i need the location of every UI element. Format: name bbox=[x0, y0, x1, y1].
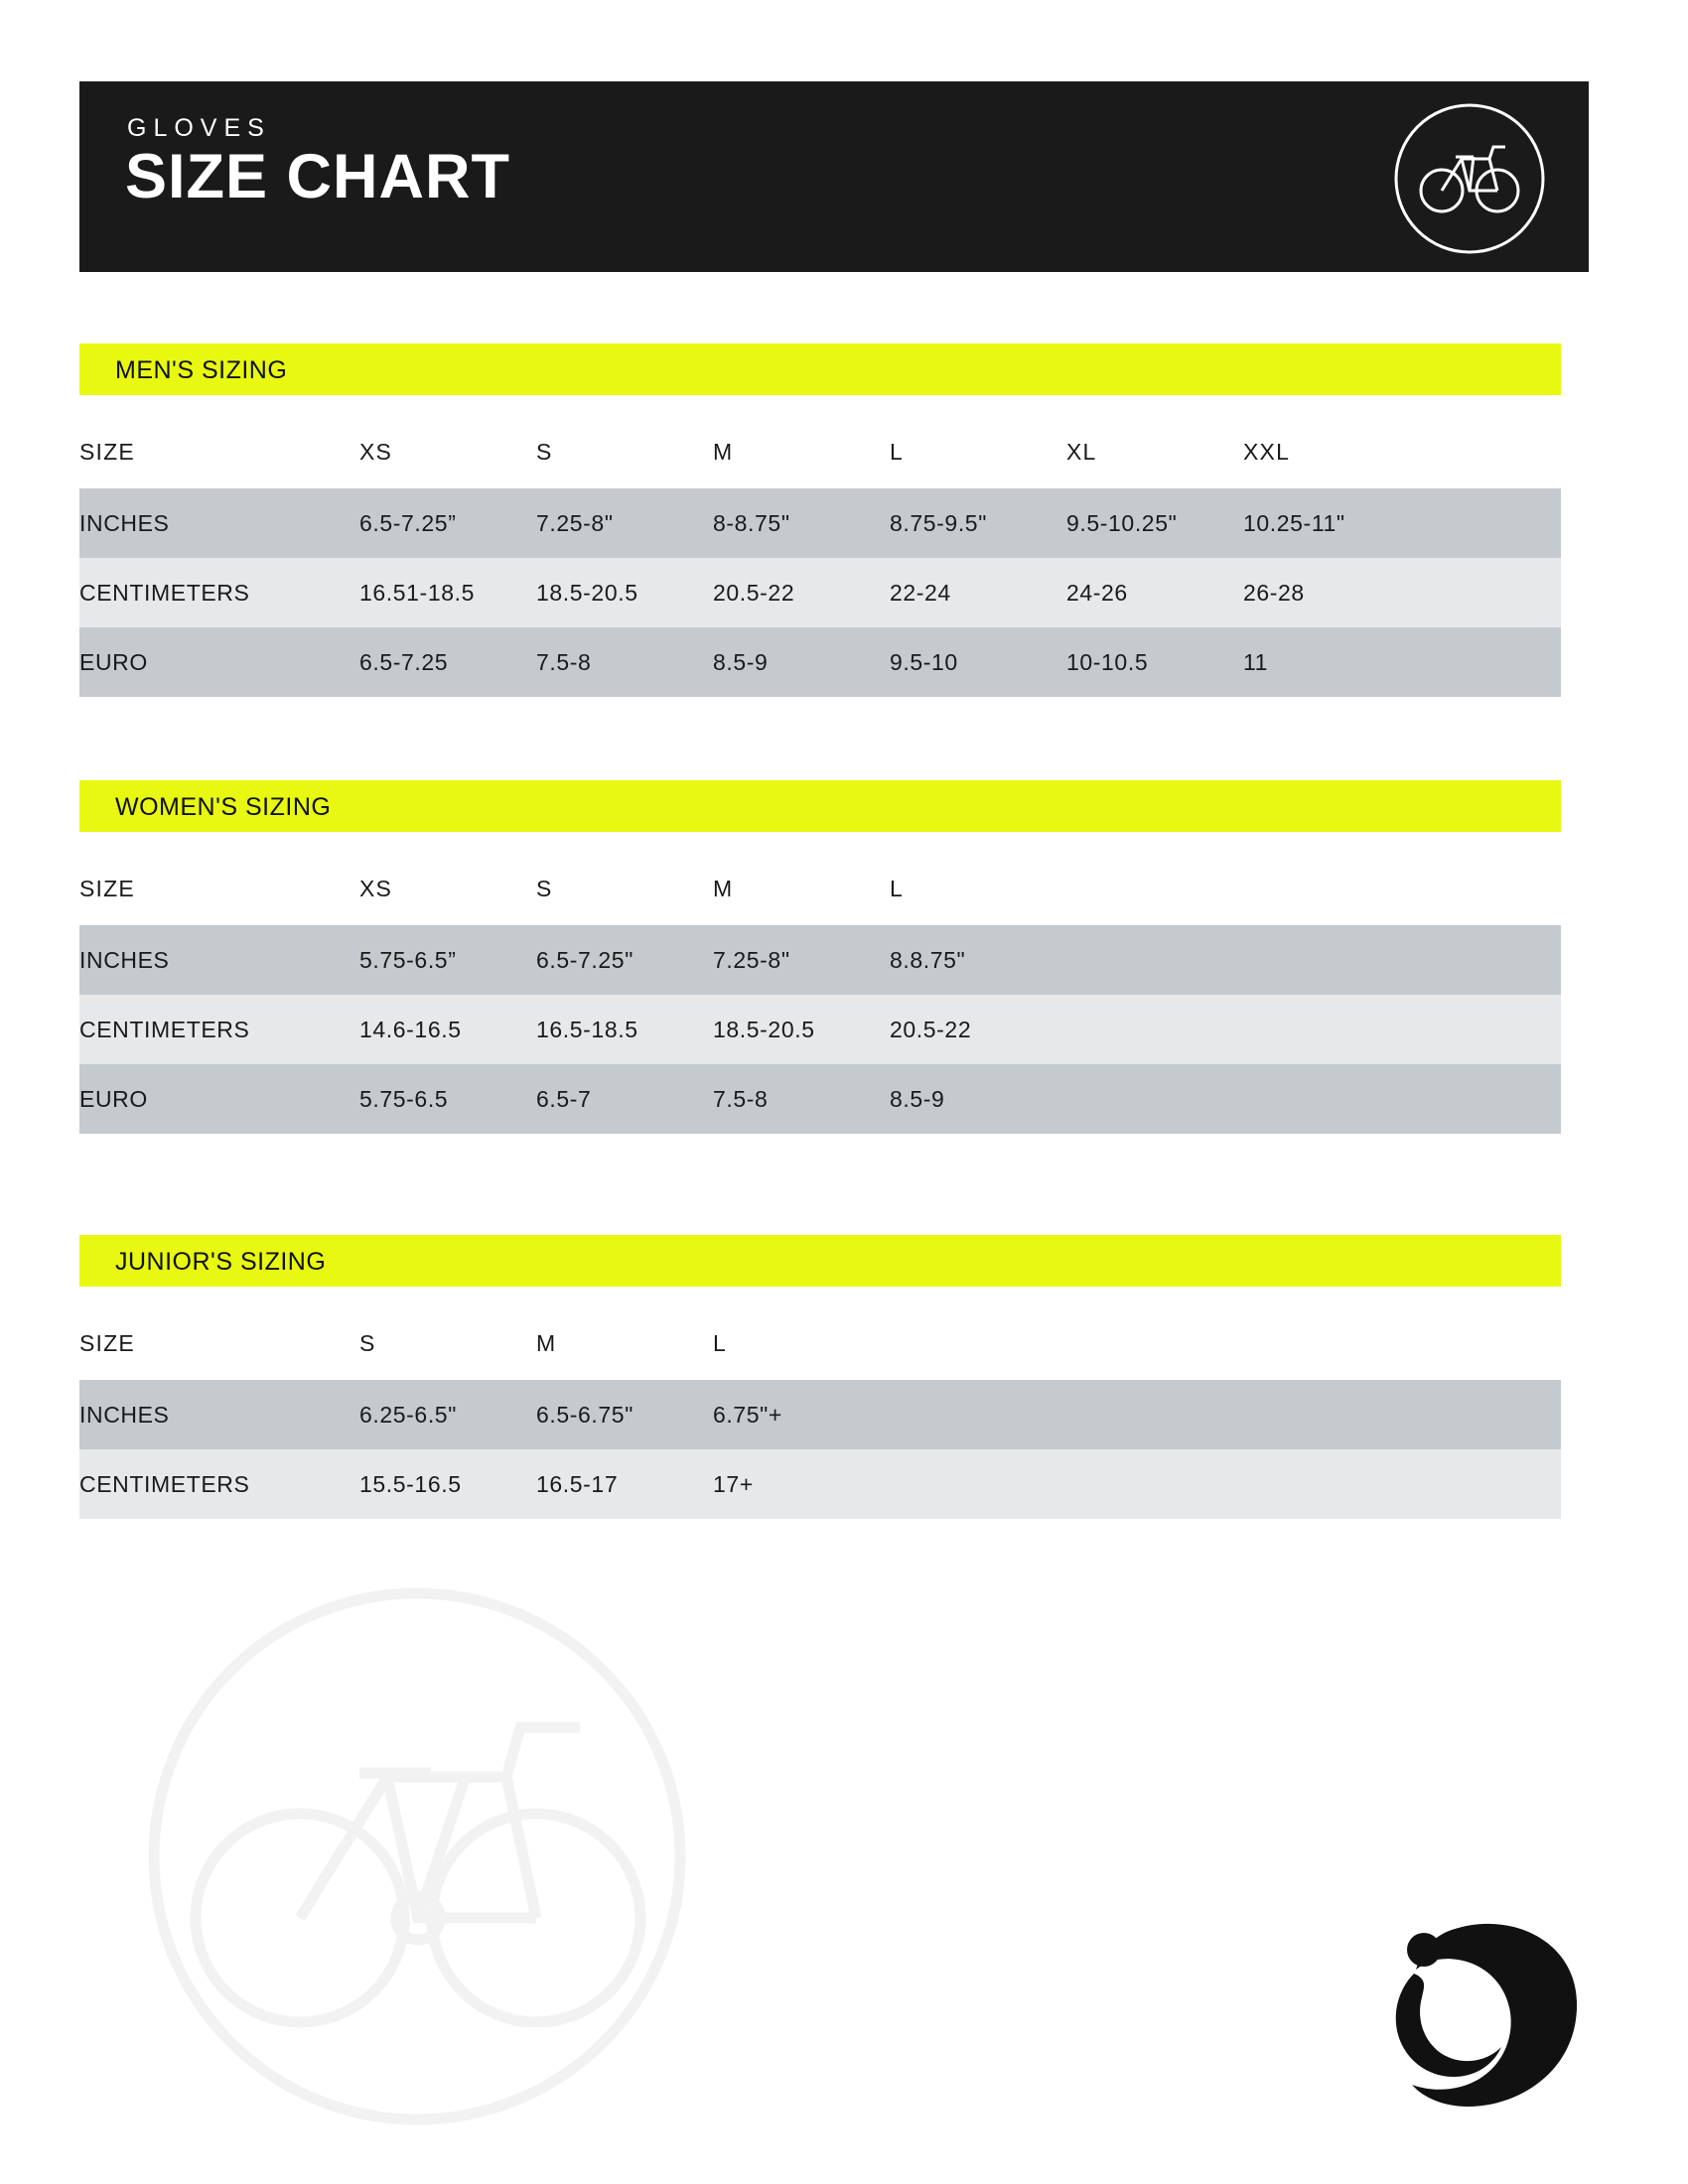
row-label: CENTIMETERS bbox=[79, 558, 359, 627]
cell-value: 24-26 bbox=[1066, 558, 1243, 627]
cell-value: 20.5-22 bbox=[890, 995, 1561, 1064]
cell-value: 9.5-10.25" bbox=[1066, 488, 1243, 558]
cell-value: 16.5-17 bbox=[536, 1449, 713, 1519]
cell-value: 18.5-20.5 bbox=[536, 558, 713, 627]
cell-value: 5.75-6.5” bbox=[359, 925, 536, 995]
col-header-l: L bbox=[713, 1306, 1561, 1380]
table-row bbox=[79, 488, 1561, 558]
cell-value: 16.51-18.5 bbox=[359, 558, 536, 627]
header-eyebrow: GLOVES bbox=[127, 114, 271, 142]
cell-value: 26-28 bbox=[1243, 558, 1561, 627]
cell-value: 15.5-16.5 bbox=[359, 1449, 536, 1519]
row-label: INCHES bbox=[79, 1380, 359, 1449]
cell-value: 10.25-11" bbox=[1243, 488, 1561, 558]
col-header-size: SIZE bbox=[79, 1306, 359, 1380]
cell-value: 6.25-6.5" bbox=[359, 1380, 536, 1449]
col-header-m: M bbox=[713, 415, 890, 488]
cell-value: 7.25-8" bbox=[536, 488, 713, 558]
section-bar-juniors bbox=[79, 1235, 1561, 1287]
cell-value: 8.8.75" bbox=[890, 925, 1561, 995]
table-juniors-sizing bbox=[79, 1306, 1561, 1519]
col-header-xs: XS bbox=[359, 852, 536, 925]
cell-value: 18.5-20.5 bbox=[713, 995, 890, 1064]
cell-value: 6.5-7.25” bbox=[359, 488, 536, 558]
table-womens-sizing bbox=[79, 852, 1561, 1134]
cell-value: 8.75-9.5" bbox=[890, 488, 1066, 558]
page-title: SIZE CHART bbox=[125, 142, 510, 211]
table-row bbox=[79, 1449, 1561, 1519]
bicycle-watermark-icon bbox=[139, 1578, 695, 2134]
col-header-xxl: XXL bbox=[1243, 415, 1561, 488]
row-label: CENTIMETERS bbox=[79, 995, 359, 1064]
col-header-l: L bbox=[890, 852, 1561, 925]
row-label: EURO bbox=[79, 1064, 359, 1134]
cell-value: 7.25-8" bbox=[713, 925, 890, 995]
table-header-row bbox=[79, 852, 1561, 925]
cell-value: 6.5-7.25" bbox=[536, 925, 713, 995]
cell-value: 9.5-10 bbox=[890, 627, 1066, 697]
col-header-s: S bbox=[359, 1306, 536, 1380]
table-header-row bbox=[79, 415, 1561, 488]
table-row bbox=[79, 558, 1561, 627]
cell-value: 6.5-7 bbox=[536, 1064, 713, 1134]
table-mens-sizing bbox=[79, 415, 1561, 697]
col-header-size: SIZE bbox=[79, 415, 359, 488]
bicycle-icon bbox=[1390, 99, 1549, 258]
cell-value: 7.5-8 bbox=[713, 1064, 890, 1134]
table-header-row bbox=[79, 1306, 1561, 1380]
table-row bbox=[79, 925, 1561, 995]
col-header-m: M bbox=[713, 852, 890, 925]
col-header-xl: XL bbox=[1066, 415, 1243, 488]
page-header bbox=[79, 81, 1589, 272]
section-title-mens: MEN'S SIZING bbox=[115, 356, 288, 384]
cell-value: 8.5-9 bbox=[890, 1064, 1561, 1134]
col-header-xs: XS bbox=[359, 415, 536, 488]
col-header-l: L bbox=[890, 415, 1066, 488]
cell-value: 10-10.5 bbox=[1066, 627, 1243, 697]
cell-value: 5.75-6.5 bbox=[359, 1064, 536, 1134]
section-title-juniors: JUNIOR'S SIZING bbox=[115, 1248, 327, 1276]
cell-value: 8.5-9 bbox=[713, 627, 890, 697]
section-title-womens: WOMEN'S SIZING bbox=[115, 793, 332, 821]
cell-value: 7.5-8 bbox=[536, 627, 713, 697]
row-label: INCHES bbox=[79, 488, 359, 558]
cell-value: 8-8.75" bbox=[713, 488, 890, 558]
section-bar-womens bbox=[79, 780, 1561, 832]
cell-value: 20.5-22 bbox=[713, 558, 890, 627]
cell-value: 6.5-6.75" bbox=[536, 1380, 713, 1449]
table-row bbox=[79, 627, 1561, 697]
row-label: EURO bbox=[79, 627, 359, 697]
table-row bbox=[79, 1064, 1561, 1134]
cell-value: 22-24 bbox=[890, 558, 1066, 627]
row-label: INCHES bbox=[79, 925, 359, 995]
col-header-m: M bbox=[536, 1306, 713, 1380]
row-label: CENTIMETERS bbox=[79, 1449, 359, 1519]
col-header-s: S bbox=[536, 415, 713, 488]
table-row bbox=[79, 1380, 1561, 1449]
section-bar-mens bbox=[79, 343, 1561, 395]
cell-value: 14.6-16.5 bbox=[359, 995, 536, 1064]
pearl-izumi-logo-icon bbox=[1360, 1914, 1589, 2113]
cell-value: 16.5-18.5 bbox=[536, 995, 713, 1064]
cell-value: 11 bbox=[1243, 627, 1561, 697]
col-header-size: SIZE bbox=[79, 852, 359, 925]
cell-value: 17+ bbox=[713, 1449, 1561, 1519]
col-header-s: S bbox=[536, 852, 713, 925]
cell-value: 6.5-7.25 bbox=[359, 627, 536, 697]
cell-value: 6.75"+ bbox=[713, 1380, 1561, 1449]
table-row bbox=[79, 995, 1561, 1064]
